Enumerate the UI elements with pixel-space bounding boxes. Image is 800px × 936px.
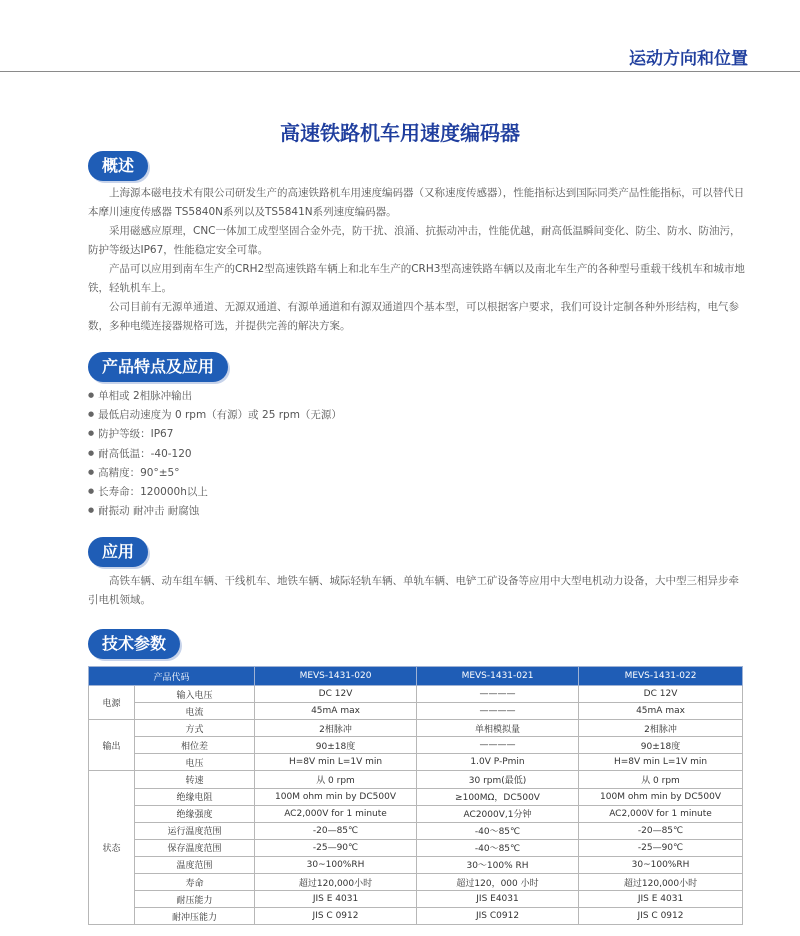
row-label: 寿命 — [135, 874, 255, 891]
group-power: 电源 — [89, 686, 135, 720]
table-cell: -20—85℃ — [579, 822, 743, 839]
table-cell: 超过120,000小时 — [579, 874, 743, 891]
table-cell: -25—90℃ — [579, 839, 743, 856]
table-cell: 30～100% RH — [417, 856, 579, 873]
table-row — [89, 720, 743, 737]
group-state: 状态 — [89, 771, 135, 925]
table-cell: 从 0 rpm — [255, 771, 417, 788]
features-list — [88, 386, 342, 520]
row-label: 运行温度范围 — [135, 822, 255, 839]
table-row — [89, 822, 743, 839]
table-cell: ≥100MΩ，DC500V — [417, 788, 579, 805]
table-cell: 30~100%RH — [255, 856, 417, 873]
table-row — [89, 891, 743, 908]
table-row — [89, 805, 743, 822]
table-cell: JIS E4031 — [417, 891, 579, 908]
table-cell: 30 rpm(最低) — [417, 771, 579, 788]
table-row — [89, 754, 743, 771]
table-cell: 30~100%RH — [579, 856, 743, 873]
table-cell: JIS E 4031 — [255, 891, 417, 908]
table-cell: H=8V min L=1V min — [255, 754, 417, 771]
table-cell: 45mA max — [255, 703, 417, 720]
table-row — [89, 737, 743, 754]
table-cell: -25—90℃ — [255, 839, 417, 856]
group-output: 输出 — [89, 720, 135, 771]
feature-item: ● 高精度：90°±5° — [88, 463, 342, 482]
table-row — [89, 908, 743, 925]
table-cell: 超过120，000 小时 — [417, 874, 579, 891]
table-row — [89, 771, 743, 788]
table-row — [89, 703, 743, 720]
section-overview-heading: 概述 — [88, 151, 148, 181]
table-cell: JIS E 4031 — [579, 891, 743, 908]
table-cell: DC 12V — [255, 686, 417, 703]
section-specs-heading: 技术参数 — [88, 629, 180, 659]
feature-item: ● 防护等级：IP67 — [88, 424, 342, 443]
header-title: 运动方向和位置 — [629, 49, 748, 69]
header-divider — [0, 71, 800, 72]
table-cell: H=8V min L=1V min — [579, 754, 743, 771]
table-cell: JIS C 0912 — [579, 908, 743, 925]
row-label: 电流 — [135, 703, 255, 720]
row-label: 输入电压 — [135, 686, 255, 703]
table-cell: -40～85℃ — [417, 822, 579, 839]
header-cell: MEVS-1431-020 — [255, 667, 417, 686]
row-label: 耐冲压能力 — [135, 908, 255, 925]
table-cell: -40～85℃ — [417, 839, 579, 856]
header-cell: MEVS-1431-022 — [579, 667, 743, 686]
header-cell: 产品代码 — [89, 667, 255, 686]
table-cell: JIS C0912 — [417, 908, 579, 925]
row-label: 转速 — [135, 771, 255, 788]
table-cell: ———— — [417, 703, 579, 720]
row-label: 绝缘电阻 — [135, 788, 255, 805]
table-cell: ———— — [417, 737, 579, 754]
table-cell: 从 0 rpm — [579, 771, 743, 788]
row-label: 温度范围 — [135, 856, 255, 873]
table-cell: 45mA max — [579, 703, 743, 720]
application-text — [88, 572, 748, 610]
table-cell: JIS C 0912 — [255, 908, 417, 925]
table-row — [89, 856, 743, 873]
section-application-heading: 应用 — [88, 537, 148, 567]
overview-paragraph: 公司目前有无源单通道、无源双通道、有源单通道和有源双通道四个基本型，可以根据客户要求，我们可设计定制各种外形结构，电气参数，多种电缆连接器规格可选，并提供完善的解决方案。 — [88, 301, 739, 332]
table-cell: 100M ohm min by DC500V — [255, 788, 417, 805]
overview-paragraph: 产品可以应用到南车生产的CRH2型高速铁路车辆上和北车生产的CRH3型高速铁路车辆以及南北车生产的各种型号重载干线机车和城市地铁，轻轨机车上。 — [88, 263, 745, 294]
spec-table — [88, 666, 743, 925]
header-cell: MEVS-1431-021 — [417, 667, 579, 686]
table-cell: DC 12V — [579, 686, 743, 703]
table-cell: 1.0V P-Pmin — [417, 754, 579, 771]
table-cell: ———— — [417, 686, 579, 703]
feature-item: ● 耐高低温：-40-120 — [88, 444, 342, 463]
application-paragraph: 高铁车辆、动车组车辆、干线机车、地铁车辆、城际轻轨车辆、单轨车辆、电铲工矿设备等应用中大型电机动力设备，大中型三相异步牵引电机领域。 — [88, 575, 739, 606]
feature-item: ● 耐振动 耐冲击 耐腐蚀 — [88, 501, 342, 520]
table-cell: 单相模拟量 — [417, 720, 579, 737]
feature-item: ● 长寿命：120000h以上 — [88, 482, 342, 501]
table-cell: -20—85℃ — [255, 822, 417, 839]
spec-header-row — [89, 667, 743, 686]
overview-text — [88, 184, 748, 336]
overview-paragraph: 上海源本磁电技术有限公司研发生产的高速铁路机车用速度编码器（又称速度传感器），性能指标达到国际同类产品性能指标，可以替代日本摩川速度传感器 TS5840N系列以及TS5841N系列速度编码器。 — [88, 187, 745, 218]
table-cell: 90±18度 — [579, 737, 743, 754]
table-cell: 90±18度 — [255, 737, 417, 754]
table-row — [89, 788, 743, 805]
table-cell: 超过120,000小时 — [255, 874, 417, 891]
row-label: 方式 — [135, 720, 255, 737]
overview-paragraph: 采用磁感应原理，CNC一体加工成型坚固合金外壳，防干扰、浪涌、抗振动冲击，性能优越，耐高低温瞬间变化、防尘、防水、防油污，防护等级达IP67，性能稳定安全可靠。 — [88, 225, 741, 256]
table-cell: 2相脉冲 — [579, 720, 743, 737]
table-row — [89, 839, 743, 856]
table-cell: 100M ohm min by DC500V — [579, 788, 743, 805]
section-features-heading: 产品特点及应用 — [88, 352, 228, 382]
page-title: 高速铁路机车用速度编码器 — [280, 121, 520, 145]
feature-item: ● 最低启动速度为 0 rpm（有源）或 25 rpm（无源） — [88, 405, 342, 424]
table-row — [89, 874, 743, 891]
row-label: 电压 — [135, 754, 255, 771]
table-cell: AC2000V,1分钟 — [417, 805, 579, 822]
table-cell: AC2,000V for 1 minute — [255, 805, 417, 822]
table-row — [89, 686, 743, 703]
row-label: 相位差 — [135, 737, 255, 754]
row-label: 保存温度范围 — [135, 839, 255, 856]
table-cell: 2相脉冲 — [255, 720, 417, 737]
feature-item: ● 单相或 2相脉冲输出 — [88, 386, 342, 405]
row-label: 耐压能力 — [135, 891, 255, 908]
row-label: 绝缘强度 — [135, 805, 255, 822]
table-cell: AC2,000V for 1 minute — [579, 805, 743, 822]
